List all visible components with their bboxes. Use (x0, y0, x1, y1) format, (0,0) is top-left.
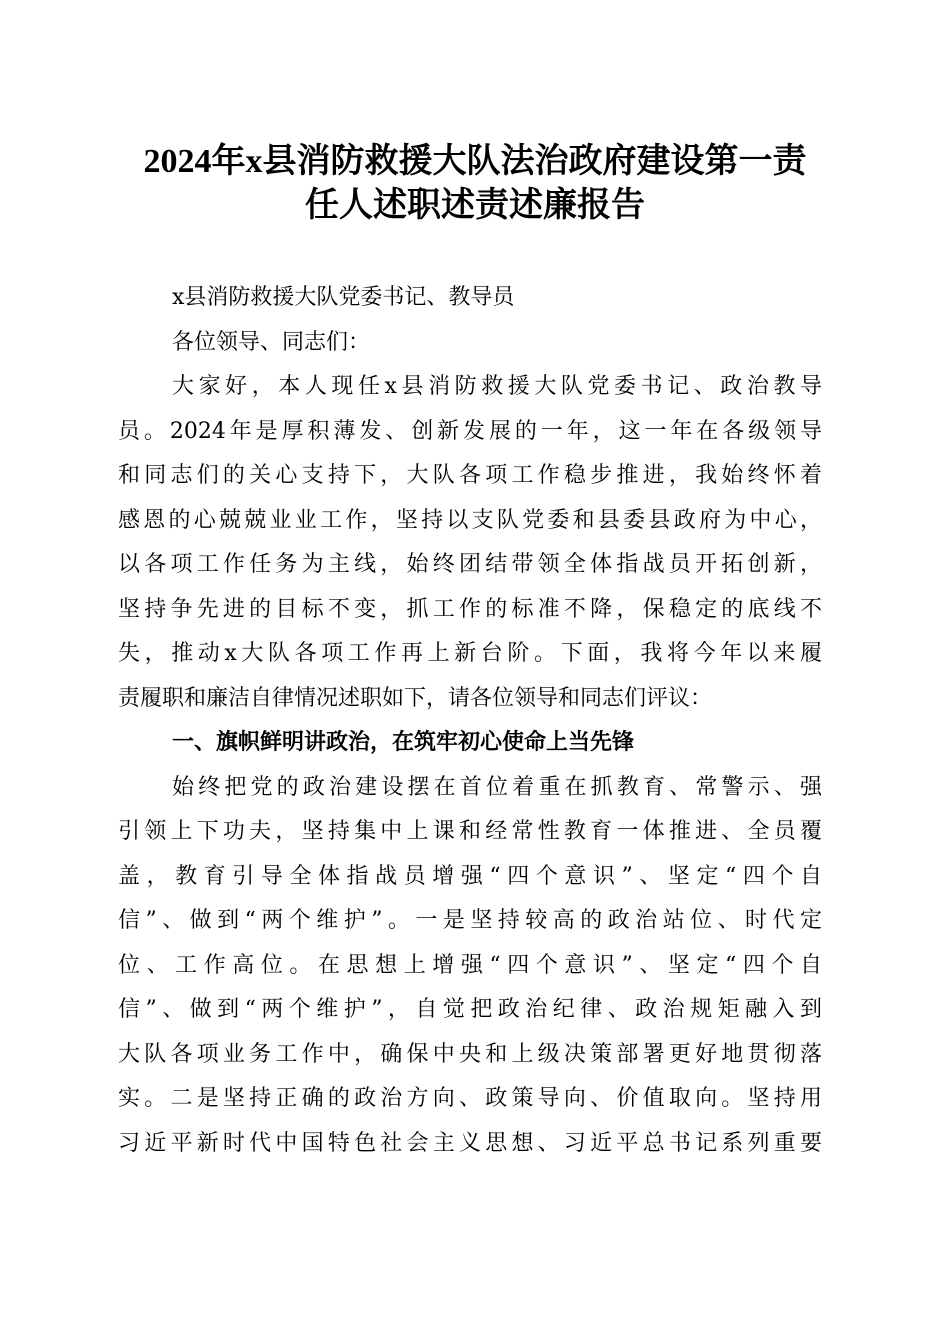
text-line: 习近平新时代中国特色社会主义思想、习近平总书记系列重要 (118, 1130, 822, 1156)
text-line: 引领上下功夫，坚持集中上课和经常性教育一体推进、全员覆 (118, 819, 822, 844)
text-line: 大家好，本人现任x县消防救援大队党委书记、政治教导 (172, 374, 822, 399)
title-line-1: 2024年x县消防救援大队法治政府建设第一责 (143, 143, 807, 180)
text-line: 感恩的心兢兢业业工作，坚持以支队党委和县委县政府为中心， (118, 507, 822, 533)
text-line: 信”、做到“两个维护”。一是坚持较高的政治站位、时代定 (118, 908, 822, 933)
document-body (118, 276, 822, 1166)
text-line: 坚持争先进的目标不变，抓工作的标准不降，保稳定的底线不 (118, 596, 822, 622)
text-line: 以各项工作任务为主线，始终团结带领全体指战员开拓创新， (118, 552, 822, 577)
text-line: 实。二是坚持正确的政治方向、政策导向、价值取向。坚持用 (118, 1086, 822, 1111)
text-line: 员。2024年是厚积薄发、创新发展的一年，这一年在各级领导 (118, 418, 822, 444)
text-line: 盖，教育引导全体指战员增强“四个意识”、坚定“四个自 (118, 863, 822, 889)
section-heading: 一、旗帜鲜明讲政治，在筑牢初心使命上当先锋 (172, 730, 635, 755)
text-line: 位、工作高位。在思想上增强“四个意识”、坚定“四个自 (118, 952, 822, 978)
title-line-2: 任人述职述责述廉报告 (305, 187, 645, 224)
text-line: x县消防救援大队党委书记、教导员 (172, 285, 515, 310)
text-line: 和同志们的关心支持下，大队各项工作稳步推进，我始终怀着 (118, 463, 822, 488)
text-line: 失，推动x大队各项工作再上新台阶。下面，我将今年以来履 (118, 641, 822, 666)
document-title (110, 140, 840, 228)
text-line: 各位领导、同志们： (172, 329, 371, 355)
text-line: 始终把党的政治建设摆在首位着重在抓教育、常警示、强 (172, 774, 822, 800)
text-line: 大队各项业务工作中，确保中央和上级决策部署更好地贯彻落 (118, 1041, 822, 1067)
text-line: 信”、做到“两个维护”，自觉把政治纪律、政治规矩融入到 (118, 997, 822, 1022)
text-line: 责履职和廉洁自律情况述职如下，请各位领导和同志们评议： (118, 685, 713, 711)
